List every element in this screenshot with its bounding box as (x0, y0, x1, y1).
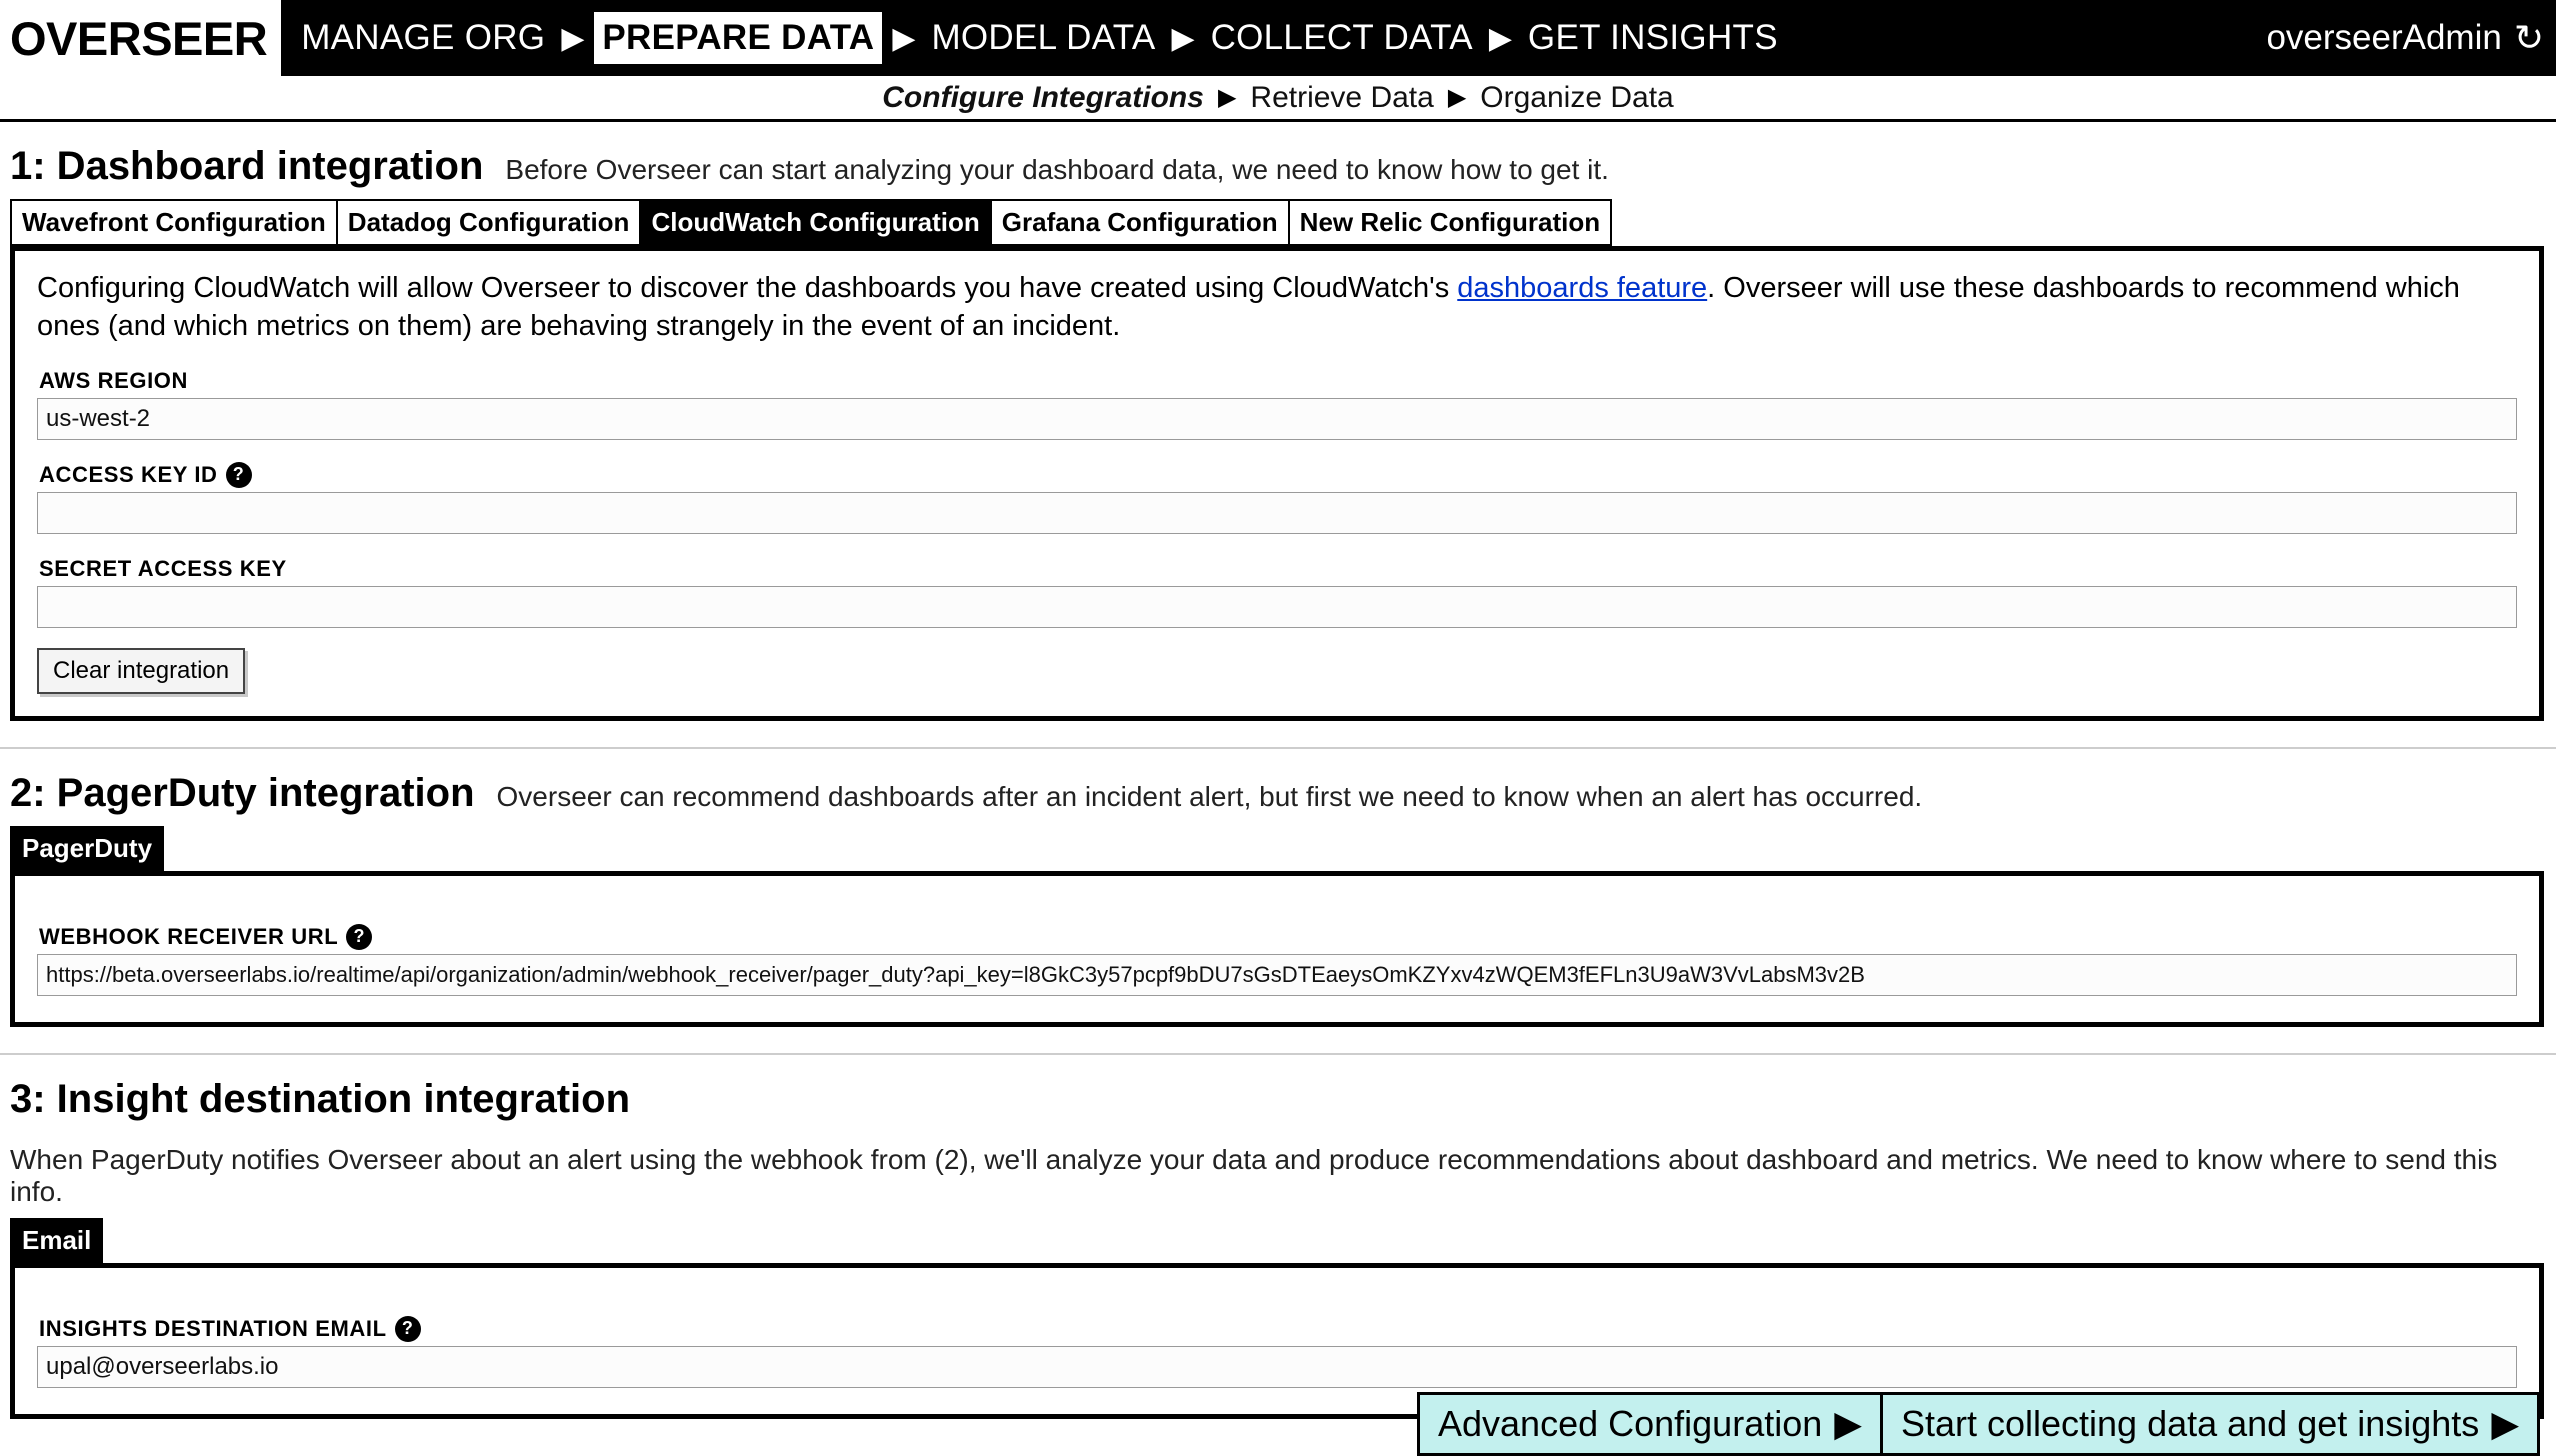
secondary-navigation (0, 76, 2556, 122)
access-key-id-label (39, 462, 2517, 488)
topbar-right-group (2266, 0, 2556, 76)
section-2-title: 2: PagerDuty integration (10, 770, 475, 815)
start-collecting-data-label: Start collecting data and get insights (1900, 1403, 2480, 1444)
bottom-action-bar (1417, 1392, 2540, 1456)
tab-email[interactable]: Email (10, 1218, 103, 1263)
dashboards-feature-link[interactable]: dashboards feature (1457, 272, 1708, 304)
section-3-description: When PagerDuty notifies Overseer about an alert using the webhook from (2), we'll analyze your data and produce recommendations about dashboard and metrics. We need to know where to send this info. (10, 1143, 2498, 1207)
chevron-right-icon: ▶ (1447, 84, 1467, 111)
tab-datadog-configuration[interactable]: Datadog Configuration (336, 199, 642, 246)
advanced-configuration-button[interactable] (1417, 1392, 1883, 1456)
nav-item-model-data[interactable]: MODEL DATA (931, 18, 1156, 57)
cloudwatch-configuration-panel (10, 246, 2544, 721)
access-key-id-input[interactable] (37, 492, 2517, 534)
app-logo: OVERSEER (0, 0, 281, 76)
top-navigation-bar (0, 0, 2556, 76)
dashboard-integration-tabs (0, 199, 2556, 246)
help-icon[interactable]: ? (395, 1316, 421, 1342)
section-1-header (0, 122, 2556, 199)
webhook-receiver-url-label-text: WEBHOOK RECEIVER URL (39, 923, 339, 949)
webhook-receiver-url-input[interactable] (37, 954, 2517, 996)
help-icon[interactable]: ? (226, 462, 252, 488)
subnav-item-organize-data[interactable]: Organize Data (1480, 80, 1674, 114)
aws-region-label (39, 368, 2517, 394)
cloudwatch-intro-part2: . Overseer will use these dashboards to recommend which ones (and which metrics on them) are behaving strangely in the event of an incident. (37, 272, 2460, 343)
aws-region-input[interactable] (37, 398, 2517, 440)
tab-grafana-configuration[interactable]: Grafana Configuration (990, 199, 1290, 246)
section-3-title: 3: Insight destination integration (10, 1076, 630, 1121)
section-2-description: Overseer can recommend dashboards after an incident alert, but first we need to know when an alert has occurred. (496, 780, 1923, 812)
user-menu-label[interactable]: overseerAdmin (2266, 18, 2502, 57)
insights-destination-email-label (39, 1316, 2517, 1342)
secret-access-key-input[interactable] (37, 586, 2517, 628)
secret-access-key-label-text: SECRET ACCESS KEY (39, 555, 287, 581)
chevron-right-icon: ▶ (1217, 84, 1237, 111)
section-1-description: Before Overseer can start analyzing your dashboard data, we need to know how to get it. (505, 154, 1609, 185)
page-content (0, 122, 2556, 1419)
nav-item-collect-data[interactable]: COLLECT DATA (1210, 18, 1473, 57)
section-2-header (0, 749, 2556, 826)
tab-new-relic-configuration[interactable]: New Relic Configuration (1288, 199, 1612, 246)
nav-item-prepare-data[interactable]: PREPARE DATA (594, 12, 882, 64)
help-icon[interactable]: ? (346, 924, 372, 950)
pagerduty-tab-row (0, 826, 2556, 871)
secret-access-key-label (39, 556, 2517, 582)
chevron-right-icon: ▶ (1171, 21, 1195, 55)
section-1-title: 1: Dashboard integration (10, 144, 484, 188)
cloudwatch-intro-part1: Configuring CloudWatch will allow Overseer to discover the dashboards you have created using CloudWatch's (37, 272, 1458, 304)
tab-pagerduty[interactable]: PagerDuty (10, 826, 164, 871)
tab-cloudwatch-configuration[interactable]: CloudWatch Configuration (639, 199, 991, 246)
start-collecting-data-button[interactable] (1883, 1392, 2540, 1456)
insights-destination-email-input[interactable] (37, 1346, 2517, 1388)
insights-destination-email-label-text: INSIGHTS DESTINATION EMAIL (39, 1315, 387, 1341)
access-key-id-label-text: ACCESS KEY ID (39, 461, 218, 487)
chevron-right-icon: ▶ (1488, 21, 1512, 55)
email-tab-row (0, 1218, 2556, 1263)
clear-integration-button[interactable]: Clear integration (37, 648, 245, 694)
chevron-right-icon: ▶ (2491, 1403, 2519, 1444)
nav-item-get-insights[interactable]: GET INSIGHTS (1527, 18, 1778, 57)
subnav-item-configure-integrations[interactable]: Configure Integrations (882, 80, 1204, 114)
refresh-icon[interactable]: ↻ (2513, 17, 2544, 58)
pagerduty-panel (10, 871, 2544, 1027)
webhook-receiver-url-label (39, 924, 2517, 950)
nav-item-manage-org[interactable]: MANAGE ORG (301, 18, 546, 57)
chevron-right-icon: ▶ (1834, 1403, 1862, 1444)
chevron-right-icon: ▶ (892, 21, 916, 55)
aws-region-label-text: AWS REGION (39, 367, 189, 393)
section-3-header (0, 1055, 2556, 1218)
chevron-right-icon: ▶ (561, 21, 585, 55)
tab-wavefront-configuration[interactable]: Wavefront Configuration (10, 199, 338, 246)
primary-nav (295, 0, 1784, 76)
cloudwatch-intro-text (37, 269, 2517, 346)
subnav-item-retrieve-data[interactable]: Retrieve Data (1250, 80, 1434, 114)
advanced-configuration-label: Advanced Configuration (1438, 1403, 1823, 1444)
